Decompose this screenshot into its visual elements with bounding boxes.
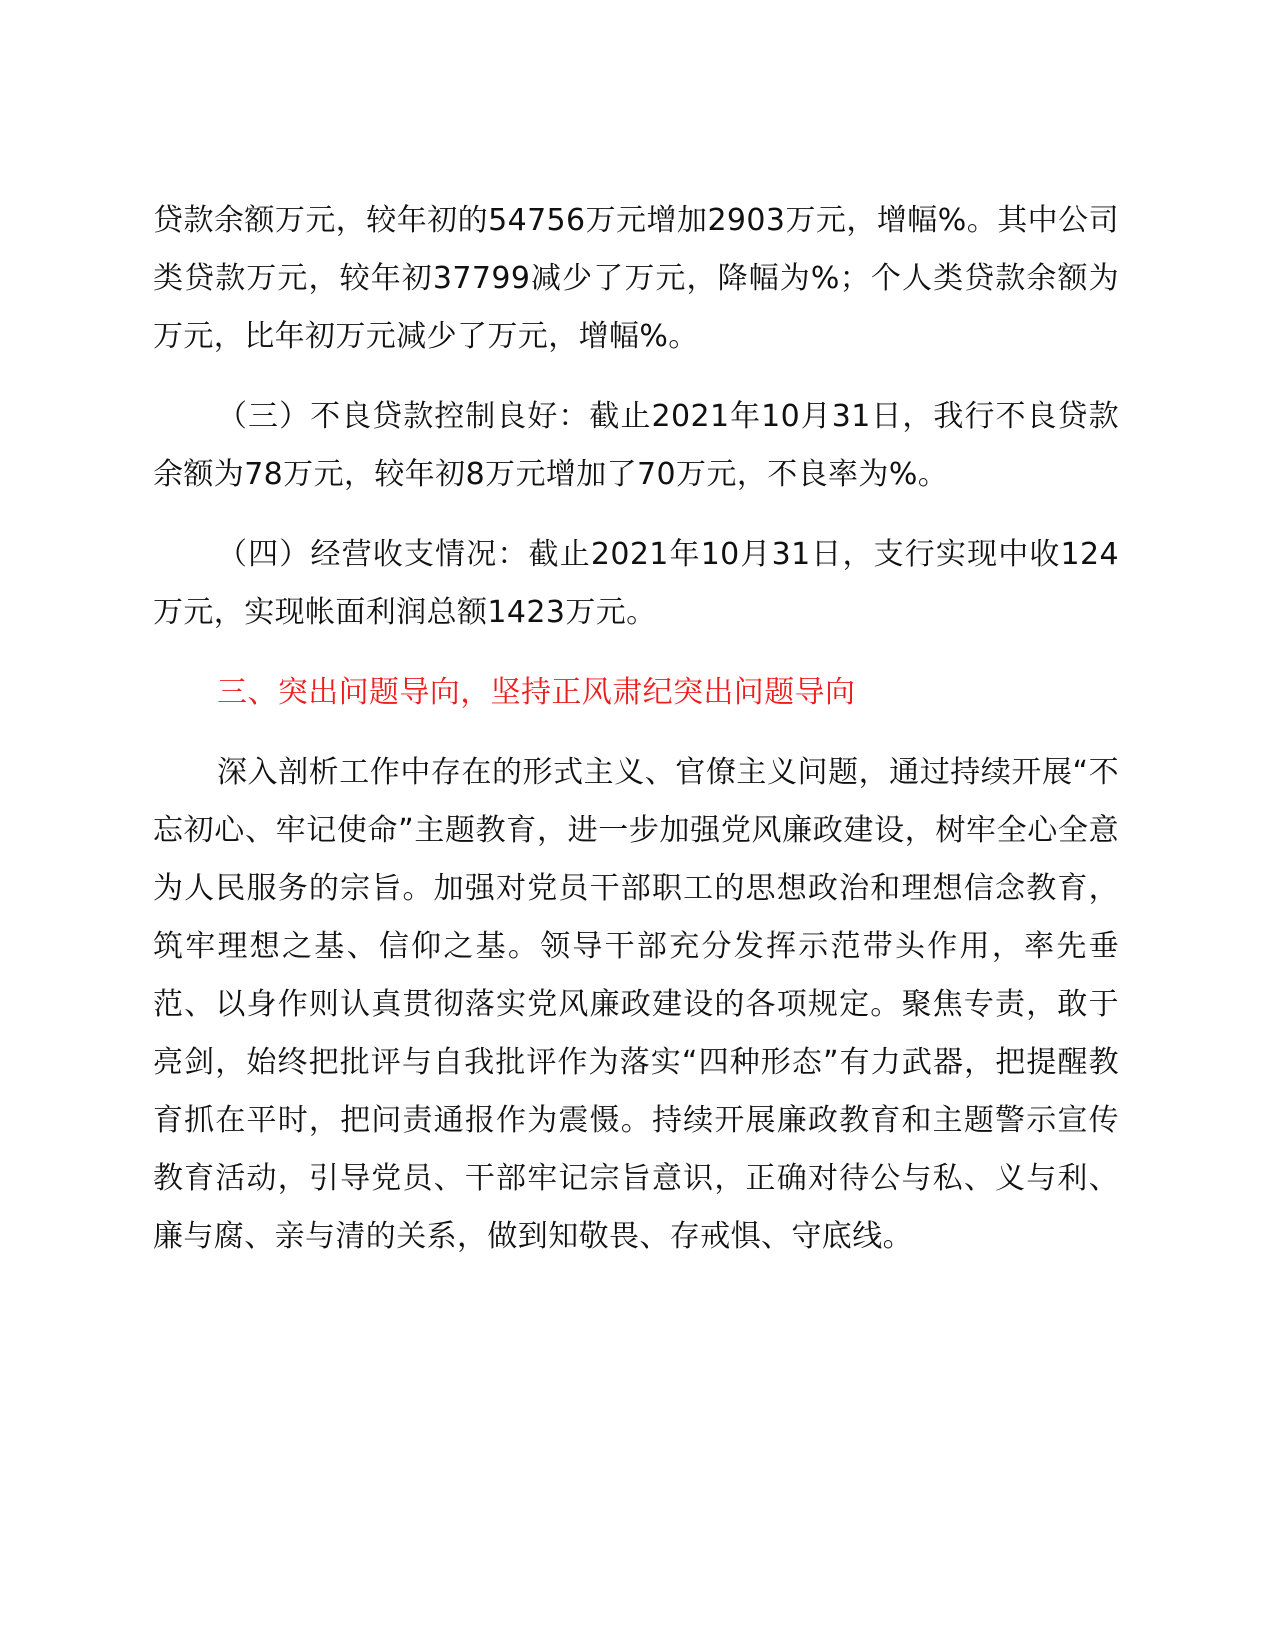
paragraph-non-performing-loans: （三）不良贷款控制良好：截止2021年10月31日，我行不良贷款余额为78万元，较年初8万元增加了70万元，不良率为%。 [153, 399, 1119, 492]
section-heading: 三、突出问题导向，坚持正风肃纪突出问题导向 [217, 675, 856, 710]
paragraph-income-expenditure: （四）经营收支情况：截止2021年10月31日，支行实现中收124万元，实现帐面利润总额1423万元。 [153, 537, 1119, 630]
paragraph-integrity-education: 深入剖析工作中存在的形式主义、官僚主义问题，通过持续开展“不忘初心、牢记使命”主题教育，进一步加强党风廉政建设，树牢全心全意为人民服务的宗旨。加强对党员干部职工的思想政治和理想信念教育，筑牢理想之基、信仰之基。领导干部充分发挥示范带头作用，率先垂范、以身作则认真贯彻落实党风廉政建设的各项规定。聚焦专责，敢于亮剑，始终把批评与自我批评作为落实“四种形态”有力武器，把提醒教育抓在平时，把问责通报作为震慑。持续开展廉政教育和主题警示宣传教育活动，引导党员、干部牢记宗旨意识，正确对待公与私、义与利、廉与腐、亲与清的关系，做到知敬畏、存戒惧、守底线。 [153, 755, 1119, 1254]
paragraph-loans: 贷款余额万元，较年初的54756万元增加2903万元，增幅%。其中公司类贷款万元，较年初37799减少了万元，降幅为%；个人类贷款余额为万元，比年初万元减少了万元，增幅%。 [153, 203, 1119, 354]
document-body [153, 192, 1119, 1288]
